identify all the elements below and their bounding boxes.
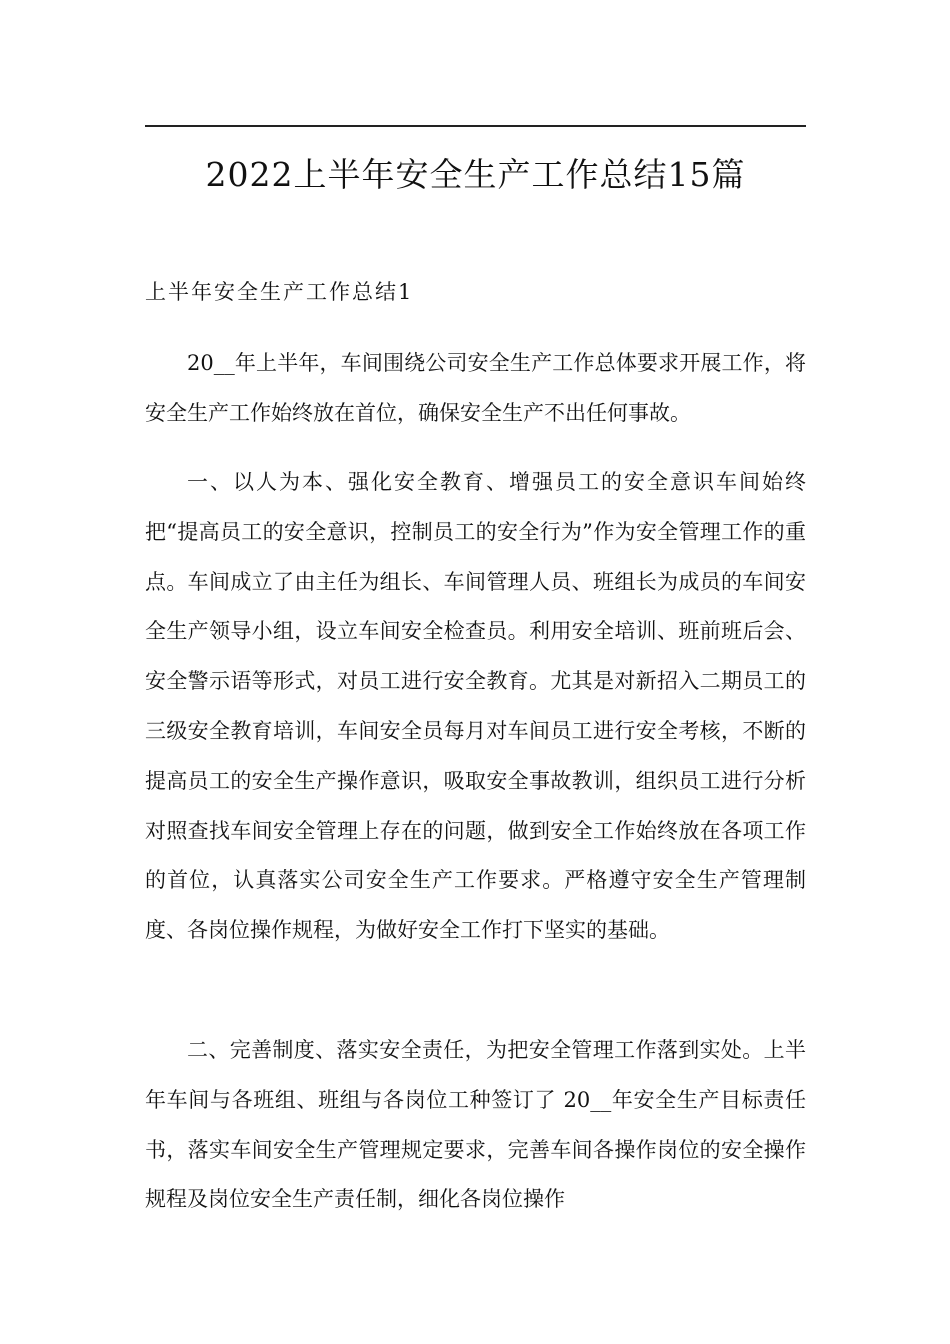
paragraph-safety-responsibility: 二、完善制度、落实安全责任，为把安全管理工作落到实处。上半年车间与各班组、班组与各岗位工种签订了 20__年安全生产目标责任书，落实车间安全生产管理规定要求，完善车间各操作岗位的安全操作规程及岗位安全生产责任制，细化各岗位操作 xyxy=(145,1038,806,1212)
paragraph-safety-education: 一、以人为本、强化安全教育、增强员工的安全意识车间始终把“提高员工的安全意识，控制员工的安全行为”作为安全管理工作的重点。车间成立了由主任为组长、车间管理人员、班组长为成员的车间安全生产领导小组，设立车间安全检查员。利用安全培训、班前班后会、安全警示语等形式，对员工进行安全教育。尤其是对新招入二期员工的三级安全教育培训，车间安全员每月对车间员工进行安全考核，不断的提高员工的安全生产操作意识，吸取安全事故教训，组织员工进行分析对照查找车间安全管理上存在的问题，做到安全工作始终放在各项工作的首位，认真落实公司安全生产工作要求。严格遵守安全生产管理制度、各岗位操作规程，为做好安全工作打下坚实的基础。 xyxy=(145,470,806,943)
section-heading: 上半年安全生产工作总结1 xyxy=(145,280,414,304)
document-title: 2022上半年安全生产工作总结15篇 xyxy=(205,155,746,194)
paragraph-intro: 20__年上半年，车间围绕公司安全生产工作总体要求开展工作，将安全生产工作始终放在首位，确保安全生产不出任何事故。 xyxy=(145,351,806,425)
header-divider xyxy=(145,125,806,127)
